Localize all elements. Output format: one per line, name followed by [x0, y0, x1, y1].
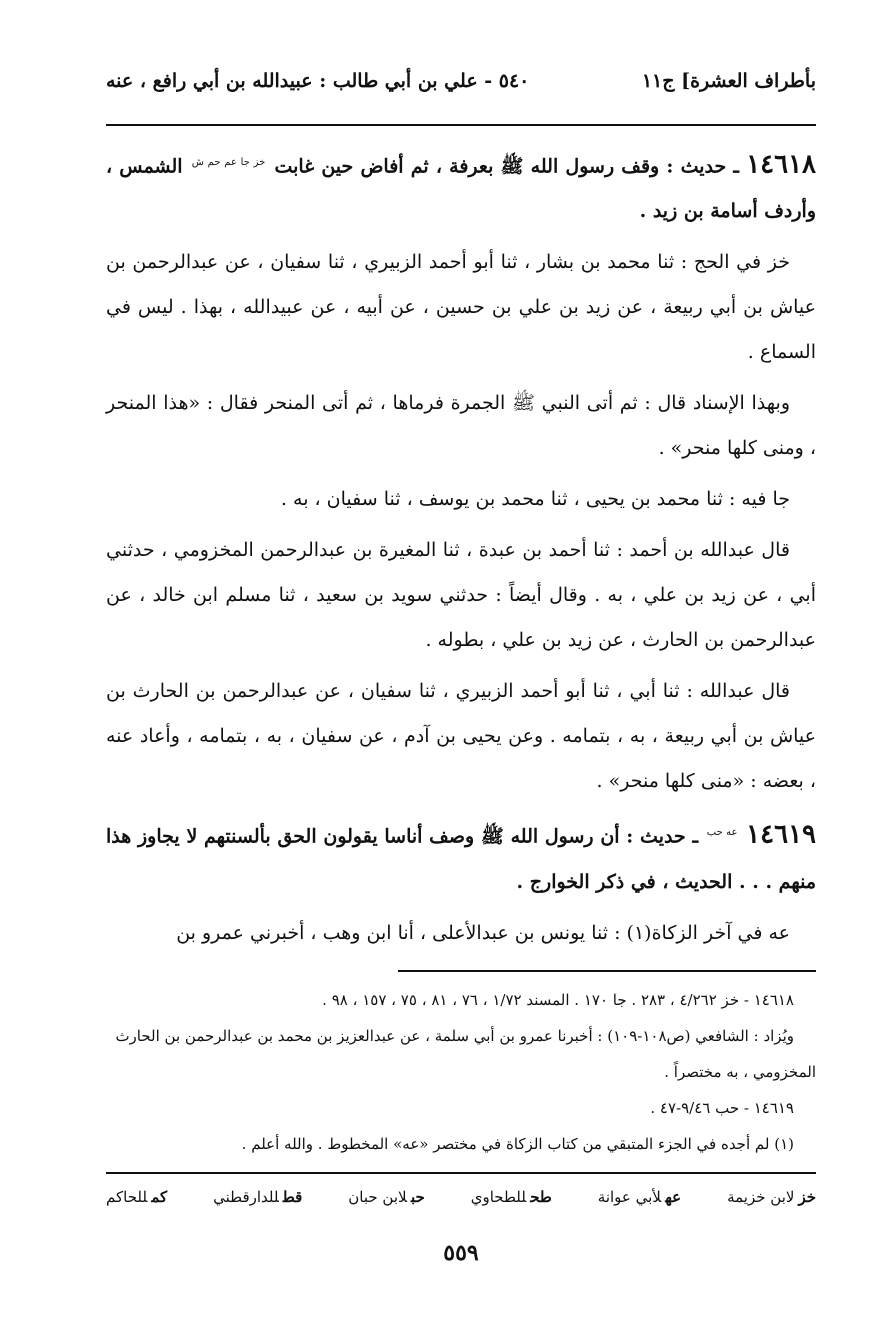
footnote: ١٤٦١٨ - خز ٤/٢٦٢ ، ٢٨٣ . جا ١٧٠ . المسند ١/٧٢ ، ٧٦ ، ٨١ ، ٧٥ ، ١٥٧ ، ٩٨ .	[322, 990, 794, 1009]
footnote-rule	[398, 970, 816, 972]
paragraph: قال عبدالله : ثنا أبي ، ثنا أبو أحمد الزبيري ، ثنا سفيان ، عن عبدالرحمن بن الحارث بن عياش بن أبي ربيعة ، به ، بتمامه . وعن يحيى بن آدم ، عن سفيان ، به ، بتمامه ، وأعاد عنه ، بعضه : «منى كلها منحر» .	[106, 680, 816, 793]
legend-item: طحللطحاوي	[470, 1187, 552, 1206]
legend-item: قطللدارقطني	[213, 1187, 303, 1206]
page	[106, 70, 816, 1266]
legend-item: حبلابن حبان	[348, 1187, 425, 1206]
footnote: (١) لم أجده في الجزء المتبقي من كتاب الزكاة في مختصر «عه» المخطوط . والله أعلم .	[241, 1134, 794, 1153]
footnote: ١٤٦١٩ - حب ٩/٤٦-٤٧ .	[650, 1098, 794, 1117]
header-rule	[106, 124, 816, 126]
footnotes	[106, 982, 816, 1162]
paragraph: وبهذا الإسناد قال : ثم أتى النبي ﷺ الجمرة فرماها ، ثم أتى المنحر فقال : «هذا المنحر ، ومنى كلها منحر» .	[106, 392, 816, 460]
abbreviation-legend	[106, 1188, 816, 1206]
legend-item: خزلابن خزيمة	[727, 1187, 816, 1206]
page-number: ٥٥٩	[443, 1239, 479, 1266]
legend-item: عهلأبي عوانة	[597, 1187, 682, 1206]
main-text	[106, 140, 816, 956]
footnote: ويُزاد : الشافعي (ص١٠٨-١٠٩) : أخبرنا عمرو بن أبي سلمة ، عن عبدالعزيز بن محمد بن عبدالرحمن بن الحارث المخزومي ، به مختصراً .	[115, 1026, 816, 1081]
paragraph: جا فيه : ثنا محمد بن يحيى ، ثنا محمد بن يوسف ، ثنا سفيان ، به .	[280, 488, 790, 511]
hadith-title: ـ حديث : وقف رسول الله ﷺ بعرفة ، ثم أفاض حين غابت	[274, 155, 739, 178]
paragraph: عه في آخر الزكاة(١) : ثنا يونس بن عبدالأعلى ، أنا ابن وهب ، أخبرني عمرو بن	[176, 921, 790, 944]
hadith-number: ١٤٦١٩	[746, 819, 816, 850]
running-head	[106, 70, 816, 110]
hadith-number: ١٤٦١٨	[746, 149, 817, 180]
hadith-title: ـ حديث : أن رسول الله ﷺ وصف أناسا يقولون الحق بألسنتهم لا يجاوز هذا منهم . . . الحديث ، في ذكر الخوارج .	[106, 825, 816, 893]
footer-rule	[106, 1172, 816, 1174]
paragraph: قال عبدالله بن أحمد : ثنا أحمد بن عبدة ، ثنا المغيرة بن عبدالرحمن المخزومي ، حدثني أبي ، عن زيد بن علي ، به . وقال أيضاً : حدثني سويد بن سعيد ، ثنا مسلم ابن خالد ، عن عبدالرحمن بن الحارث ، عن زيد بن علي ، بطوله .	[106, 539, 816, 652]
running-head-right: بأطراف العشرة] ج١١	[641, 70, 816, 92]
running-head-left: ٥٤٠ - علي بن أبي طالب : عبيدالله بن أبي رافع ، عنه	[106, 70, 530, 92]
hadith-14619	[106, 810, 816, 904]
source-sigla: عه حب	[706, 827, 738, 839]
source-sigla: خز جا عم حم ش	[191, 157, 266, 168]
hadith-title-cont: الشمس ، وأردف أسامة بن زيد .	[106, 155, 816, 223]
paragraph: خز في الحج : ثنا محمد بن بشار ، ثنا أبو أحمد الزبيري ، ثنا سفيان ، عن عبدالرحمن بن عياش بن أبي ربيعة ، عن زيد بن علي بن حسين ، عن أبيه ، عن عبيدالله ، بهذا . ليس في السماع .	[106, 251, 816, 364]
legend-item: كمللحاكم	[106, 1187, 168, 1206]
hadith-14618	[106, 140, 816, 234]
